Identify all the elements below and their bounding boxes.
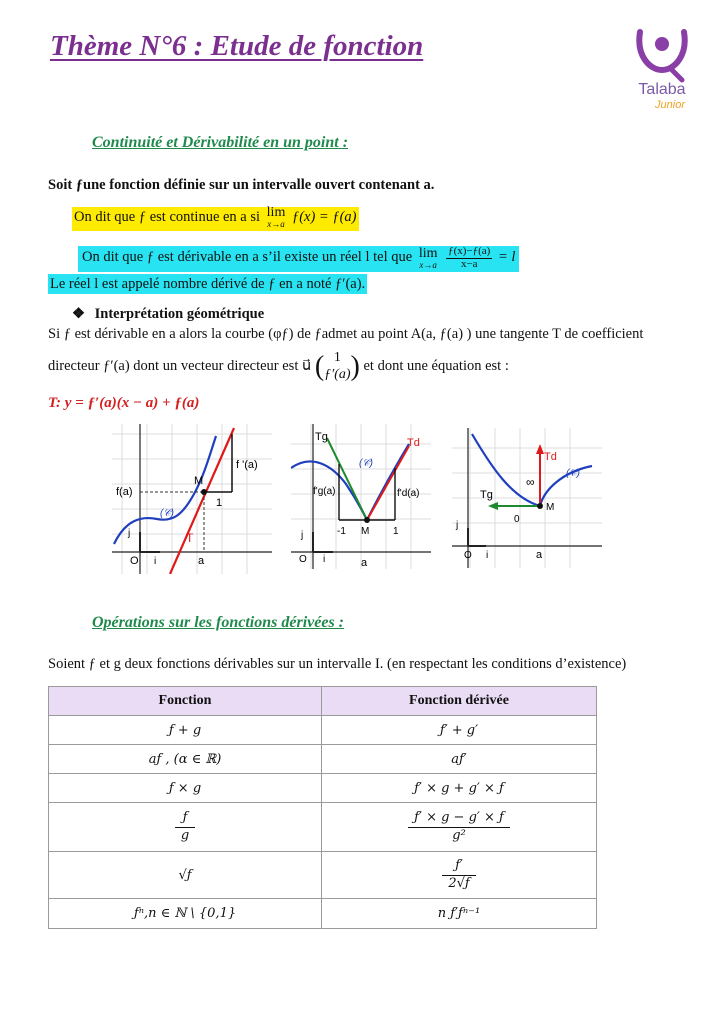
fraction-denominator: g [180,827,190,843]
svg-text:a: a [198,555,205,567]
lim-label: lim [266,205,286,220]
fraction-numerator: ƒ′ × g − g′ × ƒ [408,810,510,827]
svg-text:f'd(a): f'd(a) [397,488,420,499]
derivative-cell [322,803,597,852]
continuity-expr: ƒ(x) = ƒ(a) [291,208,357,225]
tangent-equation: T: y = ƒ′(a)(x − a) + ƒ(a) [48,395,200,411]
svg-text:0: 0 [514,514,520,525]
svg-text:a: a [536,549,543,561]
svg-text:f(a): f(a) [116,486,133,498]
derivability-limit [419,247,438,270]
svg-text:1: 1 [216,497,223,509]
interpretation-title: Interprétation géométrique [94,306,265,322]
vector-bottom: ƒ′(a) [324,366,351,382]
figure-vertical-tangent [452,428,602,568]
svg-text:j: j [456,520,459,531]
interpretation-line-2-end: et dont une équation est : [363,358,509,375]
fraction-numerator: ƒ [175,810,195,827]
section-heading-operations: Opérations sur les fonctions dérivées : [92,614,344,631]
quotient-denominator: x−a [460,257,478,270]
derived-number-text: Le réel l est appelé nombre dérivé de ƒ en a noté ƒ′(a). [50,276,366,292]
table-row [49,745,597,774]
derivability-line [78,246,519,270]
svg-text:i: i [486,550,489,561]
figure-tangent [112,424,272,574]
table-row [49,803,597,852]
svg-text:a: a [361,557,368,569]
svg-text:j: j [128,528,131,539]
lim-sub: x→a [267,219,285,229]
vector-top: 1 [333,350,341,365]
interpretation-line-2: directeur ƒ′(a) dont un vecteur directeur est u⃗ ( 1 ƒ′(a) ) et dont une équation est : [48,350,509,382]
table-row [49,774,597,803]
svg-text:O: O [130,555,139,567]
column-header-function: Fonction [49,687,322,716]
interpretation-line-1: Si ƒ est dérivable en a alors la courbe (φƒ) de ƒadmet au point A(a, ƒ(a) ) une tangente T de coefficient [48,326,644,342]
interpretation-line-2-start: directeur ƒ′(a) dont un vecteur directeur est u⃗ [48,358,312,375]
logo-text-main: Talaba [638,81,686,98]
fraction-denominator: g² [452,827,466,843]
svg-text:j: j [301,530,304,541]
svg-text:(𝒞): (𝒞) [359,458,373,469]
table-row [49,899,597,929]
figure-half-tangents [291,424,431,569]
derivative-cell: aƒ′ [322,745,597,774]
svg-text:f '(a): f '(a) [236,459,258,471]
svg-text:i: i [323,554,326,565]
svg-text:M: M [361,526,370,537]
table-row [49,852,597,899]
derivability-eq: = l [497,249,516,266]
svg-text:(𝒞): (𝒞) [566,468,580,479]
derivative-cell: n ƒ′ƒⁿ⁻¹ [322,899,597,929]
derivatives-table [48,686,597,929]
point-M [201,489,207,495]
svg-text:O: O [299,554,307,565]
svg-text:O: O [464,550,472,561]
function-cell: ƒ × g [49,774,322,803]
lim-sub: x→a [419,259,437,270]
continuity-text: On dit que ƒ est continue en a si [74,208,261,225]
continuity-line [72,206,359,229]
svg-text:∞: ∞ [526,475,535,489]
svg-text:(𝒞): (𝒞) [160,508,174,519]
derivative-cell [322,852,597,899]
derivative-cell: ƒ′ × g + g′ × ƒ [322,774,597,803]
function-cell: ƒⁿ,n ∈ ℕ \ {0,1} [49,899,322,929]
svg-text:M: M [194,475,204,487]
derivative-cell: ƒ′ + g′ [322,716,597,745]
logo-text-sub: Junior [655,99,685,110]
svg-text:Td: Td [407,437,420,449]
table-row [49,716,597,745]
svg-text:1: 1 [393,526,399,537]
derived-number-line [48,276,367,293]
svg-text:f'g(a): f'g(a) [313,486,336,497]
intro-text: Soit ƒune fonction définie sur un intervalle ouvert contenant a. [48,177,435,193]
interpretation-heading [72,306,264,323]
page-title: Thème N°6 : Etude de fonction [50,30,424,62]
operations-intro: Soient ƒ et g deux fonctions dérivables sur un intervalle I. (en respectant les conditions d’existence) [48,656,627,672]
svg-text:M: M [546,502,555,513]
svg-text:-1: -1 [337,526,346,537]
lim-label: lim [418,245,438,261]
fraction-numerator: ƒ′ [442,858,475,875]
function-cell: aƒ , (α ∈ ℝ) [49,745,322,774]
quotient-numerator: ƒ(x)−ƒ(a) [448,245,491,257]
function-cell: ƒ + g [49,716,322,745]
svg-text:T: T [186,531,194,545]
talaba-logo [626,18,698,110]
derivability-text: On dit que ƒ est dérivable en a s’il existe un réel l tel que [82,249,413,266]
svg-text:Tg: Tg [480,489,493,501]
function-cell [49,803,322,852]
difference-quotient [446,246,492,270]
fraction-denominator: 2√ƒ [448,875,470,891]
direction-vector [324,350,350,384]
svg-text:Tg: Tg [315,431,328,443]
function-cell: √ƒ [49,852,322,899]
svg-text:i: i [154,556,157,567]
diamond-bullet-icon: ❖ [72,306,85,322]
continuity-limit [267,206,286,229]
svg-text:Td: Td [544,451,557,463]
section-heading-continuity: Continuité et Dérivabilité en un point : [92,134,349,151]
table-header-row [49,687,597,716]
column-header-derivative: Fonction dérivée [322,687,597,716]
